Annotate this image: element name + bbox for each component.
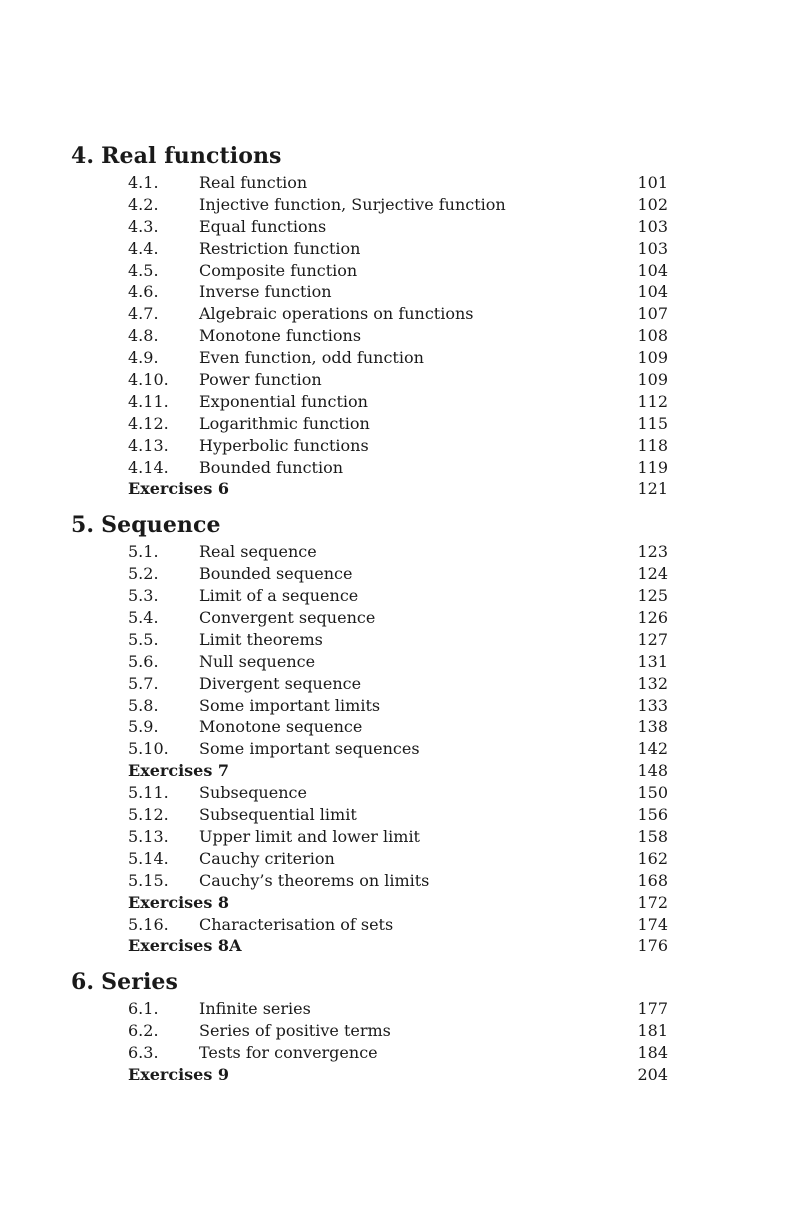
section-entry xyxy=(0,782,788,804)
chapter-block xyxy=(0,966,788,1086)
page-number: 112 xyxy=(637,391,668,411)
section-title: Inverse function xyxy=(199,282,332,302)
chapter-title: Sequence xyxy=(101,512,221,539)
page-number: 119 xyxy=(637,457,668,477)
page-number: 123 xyxy=(637,542,668,562)
chapter-number: 6. xyxy=(71,969,95,996)
section-number: 4.12. xyxy=(128,413,169,433)
page-number: 118 xyxy=(637,435,668,455)
page-number: 142 xyxy=(637,739,668,759)
page-number: 204 xyxy=(637,1064,668,1084)
section-title: Cauchy’s theorems on limits xyxy=(199,870,430,890)
section-entry xyxy=(0,1042,788,1064)
page-number: 108 xyxy=(637,326,668,346)
section-entry xyxy=(0,238,788,260)
section-title: Hyperbolic functions xyxy=(199,435,369,455)
section-title: Bounded sequence xyxy=(199,564,353,584)
page-number: 172 xyxy=(637,892,668,912)
section-number: 4.11. xyxy=(128,391,169,411)
section-number: 5.14. xyxy=(128,848,169,868)
section-number: 5.10. xyxy=(128,739,169,759)
section-number: 5.6. xyxy=(128,651,159,671)
section-number: 5.5. xyxy=(128,629,159,649)
section-number: 4.9. xyxy=(128,348,159,368)
page-number: 156 xyxy=(637,805,668,825)
section-entry xyxy=(0,563,788,585)
section-title: Some important limits xyxy=(199,695,381,715)
section-title: Characterisation of sets xyxy=(199,914,394,934)
section-entry xyxy=(0,585,788,607)
section-entry xyxy=(0,826,788,848)
section-title: Divergent sequence xyxy=(199,673,362,693)
section-number: 4.5. xyxy=(128,260,159,280)
page-number: 126 xyxy=(637,608,668,628)
page-number: 174 xyxy=(637,914,668,934)
page-number: 138 xyxy=(637,717,668,737)
section-entry xyxy=(0,1020,788,1042)
page-number: 125 xyxy=(637,586,668,606)
page-number: 104 xyxy=(637,260,668,280)
section-entry xyxy=(0,457,788,479)
page-number: 101 xyxy=(637,173,668,192)
section-title: Bounded function xyxy=(199,457,344,477)
page-number: 124 xyxy=(637,564,668,584)
exercise-label: Exercises 9 xyxy=(128,1064,230,1084)
page-number: 132 xyxy=(637,673,668,693)
section-number: 5.12. xyxy=(128,805,169,825)
section-title: Monotone sequence xyxy=(199,717,363,737)
exercise-entry xyxy=(0,1064,788,1086)
section-number: 4.10. xyxy=(128,370,169,390)
section-number: 6.1. xyxy=(128,999,159,1019)
page-number: 131 xyxy=(637,651,668,671)
section-title: Monotone functions xyxy=(199,326,362,346)
page-number: 109 xyxy=(637,348,668,368)
exercise-entry xyxy=(0,478,788,500)
section-number: 5.13. xyxy=(128,826,169,846)
section-entry xyxy=(0,870,788,892)
page-number: 103 xyxy=(637,238,668,258)
page-number: 102 xyxy=(637,194,668,214)
chapter-title: Real functions xyxy=(101,143,282,169)
section-title: Convergent sequence xyxy=(199,608,376,628)
section-entry xyxy=(0,435,788,457)
section-entry xyxy=(0,651,788,673)
chapter-number: 5. xyxy=(71,512,95,539)
section-entry xyxy=(0,216,788,238)
section-title: Upper limit and lower limit xyxy=(199,826,420,846)
chapter-heading xyxy=(71,966,788,998)
section-entry xyxy=(0,281,788,303)
section-number: 4.7. xyxy=(128,304,159,324)
section-title: Infinite series xyxy=(199,999,311,1019)
section-entry xyxy=(0,716,788,738)
page-number: 150 xyxy=(637,783,668,803)
section-entry xyxy=(0,804,788,826)
chapter-heading xyxy=(71,509,788,541)
section-title: Subsequential limit xyxy=(199,805,357,825)
section-title: Some important sequences xyxy=(199,739,420,759)
section-title: Injective function, Surjective function xyxy=(199,194,506,214)
exercise-entry xyxy=(0,935,788,957)
exercise-label: Exercises 7 xyxy=(128,761,230,781)
page-number: 121 xyxy=(637,479,668,499)
section-entry xyxy=(0,303,788,325)
section-entry xyxy=(0,391,788,413)
page-number: 181 xyxy=(637,1021,668,1041)
page-number: 133 xyxy=(637,695,668,715)
section-title: Null sequence xyxy=(199,651,316,671)
page-number: 158 xyxy=(637,826,668,846)
page-number: 107 xyxy=(637,304,668,324)
section-title: Tests for convergence xyxy=(199,1043,378,1063)
section-title: Cauchy criterion xyxy=(199,848,335,868)
section-entry xyxy=(0,347,788,369)
page-number: 168 xyxy=(637,870,668,890)
section-number: 4.4. xyxy=(128,238,159,258)
section-number: 4.1. xyxy=(128,173,159,192)
chapter-title: Series xyxy=(101,969,178,996)
page-number: 162 xyxy=(637,848,668,868)
section-title: Algebraic operations on functions xyxy=(199,304,474,324)
section-number: 4.3. xyxy=(128,216,159,236)
exercise-label: Exercises 8 xyxy=(128,892,230,912)
section-number: 5.4. xyxy=(128,608,159,628)
section-title: Limit of a sequence xyxy=(199,586,359,606)
section-number: 5.15. xyxy=(128,870,169,890)
section-title: Composite function xyxy=(199,260,358,280)
chapter-heading xyxy=(71,140,788,172)
section-number: 5.11. xyxy=(128,783,169,803)
section-entry xyxy=(0,607,788,629)
page-number: 109 xyxy=(637,370,668,390)
section-title: Equal functions xyxy=(199,216,327,236)
section-entry xyxy=(0,738,788,760)
section-number: 6.2. xyxy=(128,1021,159,1041)
section-title: Power function xyxy=(199,370,322,390)
section-number: 5.8. xyxy=(128,695,159,715)
section-title: Exponential function xyxy=(199,391,368,411)
page-number: 177 xyxy=(637,999,668,1019)
section-number: 5.2. xyxy=(128,564,159,584)
section-number: 6.3. xyxy=(128,1043,159,1063)
table-of-contents xyxy=(0,140,788,1095)
page-number: 184 xyxy=(637,1043,668,1063)
page-number: 115 xyxy=(637,413,668,433)
page-number: 176 xyxy=(637,936,668,956)
chapter-block xyxy=(0,509,788,957)
section-entry xyxy=(0,673,788,695)
section-entry xyxy=(0,260,788,282)
section-number: 4.8. xyxy=(128,326,159,346)
section-entry xyxy=(0,695,788,717)
section-number: 4.2. xyxy=(128,194,159,214)
section-entry xyxy=(0,998,788,1020)
page-number: 103 xyxy=(637,216,668,236)
section-title: Real function xyxy=(199,173,308,192)
section-number: 4.6. xyxy=(128,282,159,302)
exercise-entry xyxy=(0,760,788,782)
section-title: Even function, odd function xyxy=(199,348,424,368)
section-entry xyxy=(0,629,788,651)
section-number: 5.7. xyxy=(128,673,159,693)
section-entry xyxy=(0,413,788,435)
page-number: 104 xyxy=(637,282,668,302)
section-title: Restriction function xyxy=(199,238,361,258)
page-number: 148 xyxy=(637,761,668,781)
section-title: Series of positive terms xyxy=(199,1021,391,1041)
section-entry xyxy=(0,848,788,870)
page-number: 127 xyxy=(637,629,668,649)
exercise-entry xyxy=(0,892,788,914)
section-number: 5.16. xyxy=(128,914,169,934)
section-number: 5.3. xyxy=(128,586,159,606)
section-number: 5.9. xyxy=(128,717,159,737)
exercise-label: Exercises 6 xyxy=(128,479,230,499)
section-number: 4.13. xyxy=(128,435,169,455)
exercise-label: Exercises 8A xyxy=(128,936,242,956)
section-number: 5.1. xyxy=(128,542,159,562)
section-entry xyxy=(0,369,788,391)
section-entry xyxy=(0,194,788,216)
section-entry xyxy=(0,325,788,347)
section-title: Subsequence xyxy=(199,783,307,803)
section-title: Logarithmic function xyxy=(199,413,370,433)
section-title: Real sequence xyxy=(199,542,317,562)
section-entry xyxy=(0,172,788,194)
section-number: 4.14. xyxy=(128,457,169,477)
chapter-block xyxy=(0,140,788,500)
section-entry xyxy=(0,541,788,563)
section-entry xyxy=(0,914,788,936)
chapter-number: 4. xyxy=(71,143,95,169)
section-title: Limit theorems xyxy=(199,629,323,649)
